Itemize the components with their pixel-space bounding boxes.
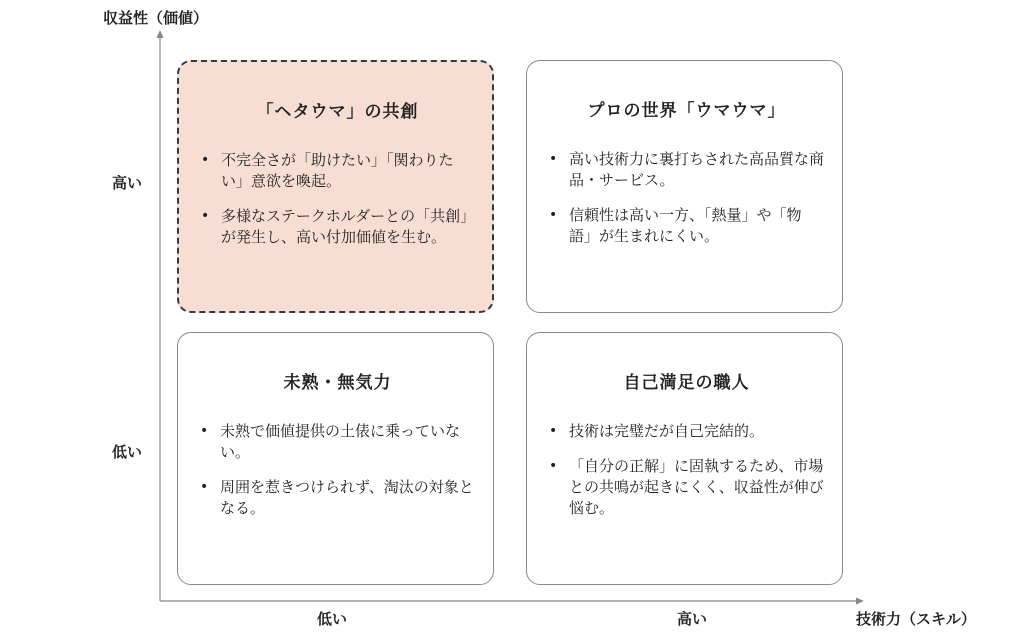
x-axis-title: 技術力（スキル） xyxy=(856,610,976,628)
bullet-item: • 不完全さが「助けたい」「関わりたい」意欲を喚起。 xyxy=(201,150,474,192)
x-tick-high: 高い xyxy=(677,610,708,628)
quadrant-title: 「ヘタウマ」の共創 xyxy=(256,102,419,122)
y-tick-low: 低い xyxy=(112,443,143,461)
bullet-list xyxy=(200,421,475,519)
y-axis-arrow xyxy=(157,30,164,38)
quadrant-title: 未熟・無気力 xyxy=(283,373,392,393)
quadrant-title: 自己満足の職人 xyxy=(623,373,750,393)
bullet-item: • 「自分の正解」に固執するため、市場との共鳴が起きにくく、収益性が伸び悩む。 xyxy=(549,456,824,519)
bullet-item: • 高い技術力に裏打ちされた高品質な商品・サービス。 xyxy=(549,149,824,191)
bullet-item: • 周囲を惹きつけられず、淘汰の対象となる。 xyxy=(200,477,475,519)
x-axis-arrow xyxy=(856,598,864,605)
bullet-item: • 多様なステークホルダーとの「共創」が発生し、高い付加価値を生む。 xyxy=(201,206,474,248)
bullet-item: • 未熟で価値提供の土俵に乗っていない。 xyxy=(200,421,475,463)
quadrant-bottom-left xyxy=(177,332,494,585)
bullet-list xyxy=(549,421,824,519)
quadrant-top-right xyxy=(526,60,843,313)
bullet-list xyxy=(549,149,824,247)
x-tick-low: 低い xyxy=(317,610,348,628)
quadrant-title: プロの世界「ウマウマ」 xyxy=(587,101,786,121)
quadrant-bottom-right xyxy=(526,332,843,585)
bullet-item: • 技術は完璧だが自己完結的。 xyxy=(549,421,824,442)
bullet-list xyxy=(201,150,474,248)
bullet-item: • 信頼性は高い一方、「熱量」や「物語」が生まれにくい。 xyxy=(549,205,824,247)
y-tick-high: 高い xyxy=(112,174,143,192)
quadrant-top-left xyxy=(177,60,494,313)
y-axis-title: 収益性（価値） xyxy=(103,9,209,27)
